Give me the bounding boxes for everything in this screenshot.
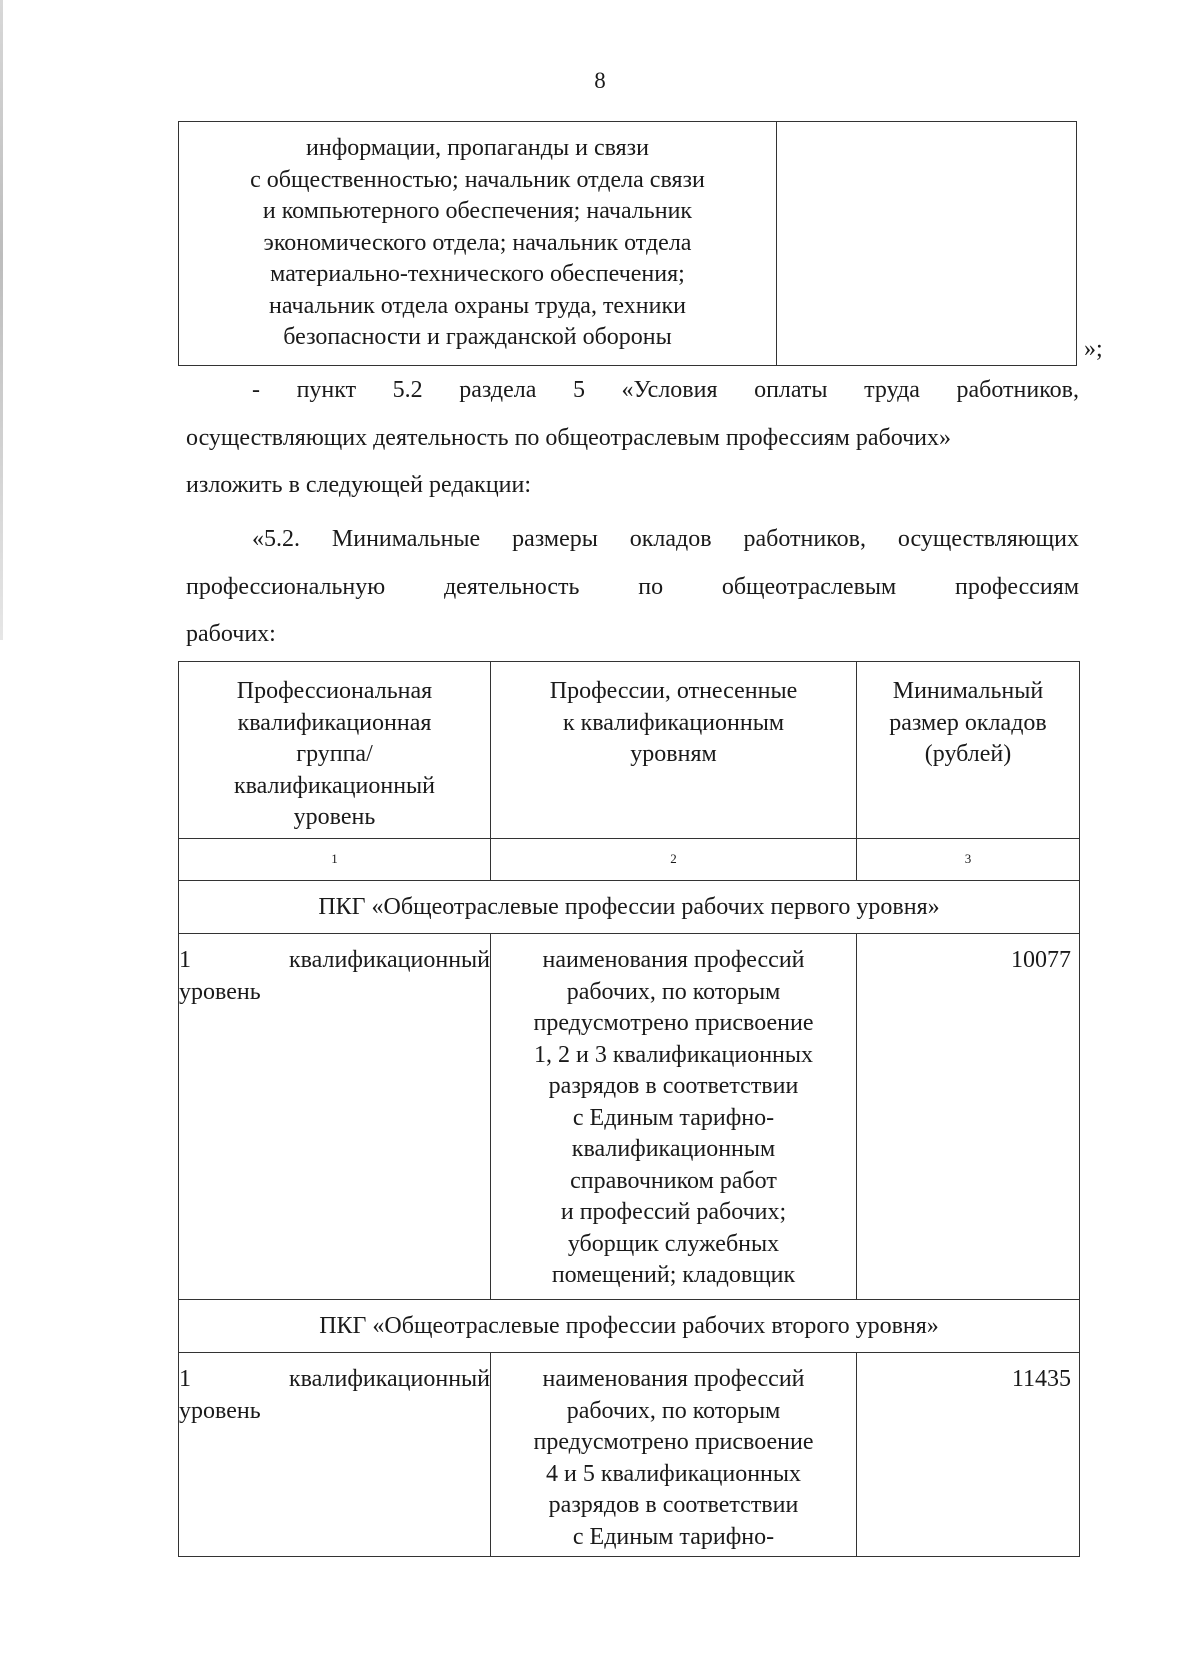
profession-line: разрядов в соответствии <box>548 1073 799 1099</box>
profession-line: наименования профессий <box>542 1366 805 1392</box>
paragraph-line: профессиональную деятельность по общеотраслевым профессиям <box>186 573 1079 600</box>
paragraph-line: - пункт 5.2 раздела 5 «Условия оплаты труда работников, <box>252 377 1079 403</box>
column-number: 2 <box>491 839 857 881</box>
text-line: с общественностью; начальник отдела связи <box>250 166 705 193</box>
group-title: ПКГ «Общеотраслевые профессии рабочих второго уровня» <box>179 1300 1080 1353</box>
header-line: к квалификационным <box>562 709 785 736</box>
profession-line: справочником работ <box>570 1167 777 1194</box>
continuation-cell-positions <box>179 122 777 365</box>
header-line: Профессии, отнесенные <box>549 678 798 704</box>
profession-line: квалификационным <box>571 1136 776 1162</box>
profession-line: наименования профессий <box>542 947 805 973</box>
profession-line: 4 и 5 квалификационных <box>545 1460 802 1487</box>
professions-cell <box>491 1353 857 1557</box>
section-5-2-paragraph <box>186 516 1079 659</box>
header-line: квалификационный <box>233 772 436 799</box>
profession-line: рабочих, по которым <box>566 978 781 1005</box>
profession-line: рабочих, по которым <box>566 1397 781 1424</box>
text-line: экономического отдела; начальник отдела <box>263 229 692 256</box>
paragraph-line: «5.2. Минимальные размеры окладов работников, осуществляющих <box>252 526 1079 552</box>
salary-value: 10077 <box>857 934 1080 1300</box>
group-title: ПКГ «Общеотраслевые профессии рабочих первого уровня» <box>179 881 1080 934</box>
column-number: 3 <box>857 839 1080 881</box>
profession-line: уборщик служебных <box>567 1230 780 1257</box>
column-number: 1 <box>179 839 491 881</box>
level-word: квалификационный <box>288 947 490 973</box>
text-line: информации, пропаганды и связи <box>306 135 649 161</box>
header-qualification-group <box>179 662 491 839</box>
profession-line: с Единым тарифно- <box>572 1523 775 1550</box>
column-number-row <box>179 839 1080 881</box>
table-header-row <box>179 662 1080 839</box>
continuation-table <box>178 121 1077 366</box>
profession-line: помещений; кладовщик <box>551 1262 796 1288</box>
paragraph-line: осуществляющих деятельность по общеотраслевым профессиям рабочих» <box>186 424 951 451</box>
header-line: Минимальный <box>892 678 1044 704</box>
level-suffix: уровень <box>179 1397 261 1424</box>
amendment-paragraph <box>186 367 1079 510</box>
profession-line: с Единым тарифно- <box>572 1104 775 1131</box>
salary-table <box>178 661 1080 1557</box>
salary-value: 11435 <box>857 1353 1080 1557</box>
header-line: уровень <box>293 804 376 830</box>
text-line: безопасности и гражданской обороны <box>283 324 672 350</box>
header-line: (рублей) <box>924 741 1012 767</box>
profession-line: 1, 2 и 3 квалификационных <box>533 1041 814 1068</box>
level-number: 1 <box>179 947 191 973</box>
group-title-row <box>179 881 1080 934</box>
profession-line: предусмотрено присвоение <box>533 1010 814 1036</box>
paragraph-line: рабочих: <box>186 621 276 647</box>
continuation-cell-empty <box>777 122 1076 365</box>
scan-edge-artifact <box>0 0 3 640</box>
professions-cell <box>491 934 857 1300</box>
text-line: материально-технического обеспечения; <box>270 261 685 287</box>
group-title-row <box>179 1300 1080 1353</box>
text-line: начальник отдела охраны труда, техники <box>269 292 686 319</box>
page-number: 8 <box>594 68 606 93</box>
closing-quote-mark: »; <box>1084 336 1103 362</box>
paragraph-line: изложить в следующей редакции: <box>186 472 532 498</box>
header-line: квалификационная <box>237 709 432 736</box>
level-suffix: уровень <box>179 978 261 1005</box>
qualification-level <box>179 934 491 1300</box>
profession-line: предусмотрено присвоение <box>533 1429 814 1455</box>
text-line: и компьютерного обеспечения; начальник <box>262 198 693 224</box>
header-line: Профессиональная <box>236 678 433 704</box>
header-professions <box>491 662 857 839</box>
table-row <box>179 934 1080 1300</box>
profession-line: и профессий рабочих; <box>560 1199 787 1225</box>
table-row <box>179 1353 1080 1557</box>
level-number: 1 <box>179 1366 191 1392</box>
header-line: группа/ <box>296 741 373 767</box>
header-min-salary <box>857 662 1080 839</box>
header-line: уровням <box>630 741 717 767</box>
qualification-level <box>179 1353 491 1557</box>
profession-line: разрядов в соответствии <box>548 1492 799 1518</box>
level-word: квалификационный <box>288 1366 490 1392</box>
header-line: размер окладов <box>889 709 1047 736</box>
